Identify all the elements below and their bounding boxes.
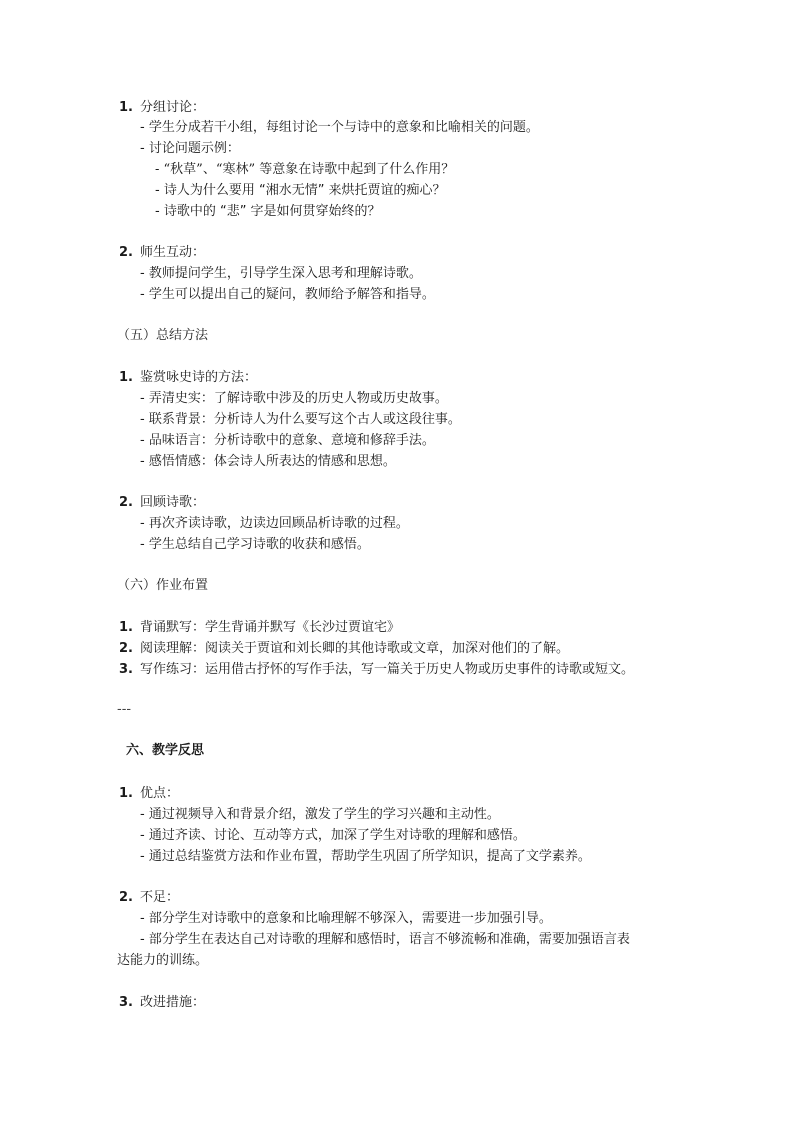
list-title: 鉴赏咏史诗的方法： (139, 370, 257, 385)
list-item-continuation: 达能力的训练。 (117, 953, 209, 968)
list-item: - 通过总结鉴赏方法和作业布置，帮助学生巩固了所学知识，提高了文学素养。 (140, 849, 591, 864)
reflection-heading: 六、教学反思 (126, 743, 205, 758)
list-item: - 讨论问题示例： (140, 141, 240, 156)
list-number: 3. (119, 995, 133, 1010)
list-item: - 部分学生对诗歌中的意象和比喻理解不够深入，需要进一步加强引导。 (140, 911, 552, 926)
list-item: - 品味语言：分析诗歌中的意象、意境和修辞手法。 (140, 433, 435, 448)
homework-item (119, 618, 400, 638)
list-title: 师生互动： (139, 245, 205, 260)
separator: --- (117, 702, 132, 717)
list-number: 2. (119, 890, 133, 905)
section-heading-6: （六）作业布置 (117, 578, 209, 593)
list-item: - 感悟情感：体会诗人所表达的情感和思想。 (140, 454, 396, 469)
list-item: - 学生分成若干小组，每组讨论一个与诗中的意象和比喻相关的问题。 (140, 120, 539, 135)
list-item: - 学生总结自己学习诗歌的收获和感悟。 (140, 537, 370, 552)
list-number: 1. (119, 370, 133, 385)
list-number: 2. (119, 495, 133, 510)
list-number: 2. (119, 641, 133, 656)
list-number: 1. (119, 100, 133, 115)
homework-text: 背诵默写：学生背诵并默写《长沙过贾谊宅》 (139, 620, 400, 635)
list-title: 优点： (139, 786, 179, 801)
list-number: 2. (119, 245, 133, 260)
weaknesses-title (119, 888, 179, 908)
list-title: 不足： (139, 890, 179, 905)
homework-item (119, 639, 569, 659)
interaction-title (119, 243, 205, 263)
list-item: - 诗歌中的 “悲” 字是如何贯穿始终的？ (155, 204, 381, 219)
homework-text: 写作练习：运用借古抒怀的写作手法，写一篇关于历史人物或历史事件的诗歌或短文。 (139, 662, 634, 677)
methods-title (119, 368, 257, 388)
list-item: - 通过齐读、讨论、互动等方式，加深了学生对诗歌的理解和感悟。 (140, 828, 526, 843)
list-title: 分组讨论： (139, 100, 205, 115)
list-item: - 通过视频导入和背景介绍，激发了学生的学习兴趣和主动性。 (140, 807, 500, 822)
list-item: - “秋草”、“寒林” 等意象在诗歌中起到了什么作用？ (155, 162, 455, 177)
list-number: 3. (119, 662, 133, 677)
strengths-title (119, 784, 179, 804)
list-item: - 联系背景：分析诗人为什么要写这个古人或这段往事。 (140, 412, 461, 427)
list-item: - 弄清史实：了解诗歌中涉及的历史人物或历史故事。 (140, 391, 448, 406)
list-number: 1. (119, 786, 133, 801)
list-title: 回顾诗歌： (139, 495, 205, 510)
homework-text: 阅读理解：阅读关于贾谊和刘长卿的其他诗歌或文章，加深对他们的了解。 (139, 641, 569, 656)
list-item: - 诗人为什么要用 “湘水无情” 来烘托贾谊的痴心？ (155, 183, 446, 198)
list-item: - 学生可以提出自己的疑问，教师给予解答和指导。 (140, 287, 435, 302)
improvements-title (119, 993, 205, 1013)
review-title (119, 493, 205, 513)
homework-item (119, 660, 634, 680)
list-title: 改进措施： (139, 995, 205, 1010)
list-item: - 教师提问学生，引导学生深入思考和理解诗歌。 (140, 266, 422, 281)
list-number: 1. (119, 620, 133, 635)
list-item: - 再次齐读诗歌，边读边回顾品析诗歌的过程。 (140, 516, 409, 531)
section-heading-5: （五）总结方法 (117, 328, 209, 343)
group-discussion-title (119, 98, 205, 118)
list-item: - 部分学生在表达自己对诗歌的理解和感悟时，语言不够流畅和准确，需要加强语言表 (140, 932, 630, 947)
